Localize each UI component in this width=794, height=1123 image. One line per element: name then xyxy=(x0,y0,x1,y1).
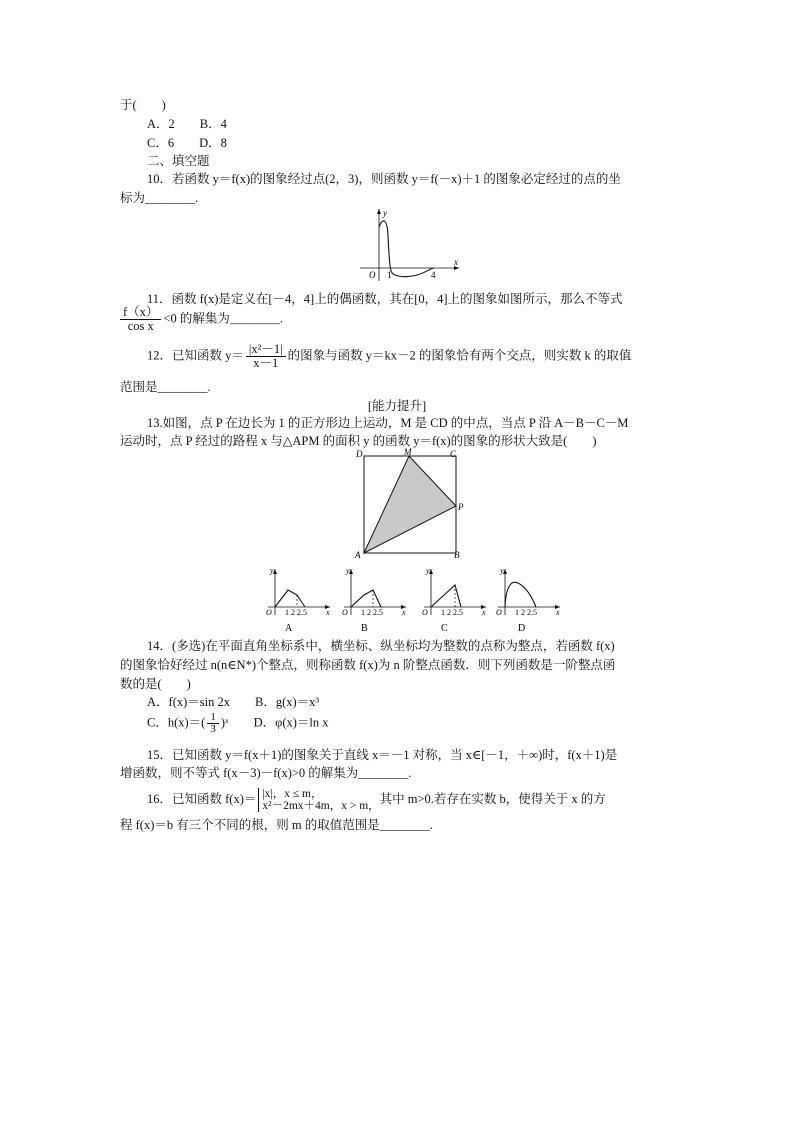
q13-line2: 运动时，点 P 经过的路程 x 与△APM 的面积 y 的函数 y＝f(x)的图象的形状大致是( ) xyxy=(120,434,597,448)
section-fill-blank: 二、填空题 xyxy=(147,154,210,168)
q11-origin: O xyxy=(369,270,376,280)
optD-ticks: 1 2 2.5 xyxy=(515,608,537,617)
q13-option-A-graph xyxy=(258,565,334,635)
q9-tail: 于( ) xyxy=(120,98,166,112)
q13-line1: 13.如图，点 P 在边长为 1 的正方形边上运动，M 是 CD 的中点，当点 P 沿 A－B－C－M xyxy=(147,416,629,430)
optA-x: x xyxy=(326,608,330,617)
label-A: A xyxy=(355,550,361,560)
q13-option-C-graph xyxy=(414,565,490,635)
q14-line3: 数的是( ) xyxy=(120,677,191,691)
q11-tick-4: 4 xyxy=(431,270,436,280)
q14-options-ab: A．f(x)＝sin 2x B．g(x)＝x³ xyxy=(147,695,320,709)
optA-O: O xyxy=(266,608,272,617)
optB-O: O xyxy=(342,608,348,617)
q16-case1: |x|，x ≤ m， xyxy=(262,788,323,800)
q11-x-label: x xyxy=(454,257,458,267)
q11-graph xyxy=(355,205,465,283)
optB-label: B xyxy=(361,623,368,634)
optD-label: D xyxy=(518,623,526,634)
optC-label: C xyxy=(441,623,448,634)
label-M: M xyxy=(404,448,412,457)
q14C-post: )ˣ D．φ(x)＝ln x xyxy=(220,715,329,730)
section-ability: [能力提升] xyxy=(367,399,427,413)
q12-line1 xyxy=(147,343,631,370)
optB-x: x xyxy=(402,608,406,617)
optC-x: x xyxy=(482,608,486,617)
q9-options-ab: A．2 B．4 xyxy=(147,117,227,131)
q10-line1: 10．若函数 y＝f(x)的图象经过点(2，3)，则函数 y＝f(－x)＋1 的图象必定经过的点的坐 xyxy=(147,172,621,186)
optB-ticks: 1 2 2.5 xyxy=(361,608,383,617)
q16-post: 其中 m>0.若存在实数 b，使得关于 x 的方 xyxy=(379,791,606,806)
optD-x: x xyxy=(556,608,560,617)
q9-options-cd: C．6 D．8 xyxy=(147,136,227,150)
q15-line2: 增函数，则不等式 f(x－3)－f(x)>0 的解集为________. xyxy=(120,766,412,780)
q13-option-B-graph xyxy=(334,565,410,635)
q14-options-cd xyxy=(147,712,329,735)
q16-line1 xyxy=(147,788,606,812)
optA-label: A xyxy=(285,623,293,634)
label-P: P xyxy=(458,502,464,512)
q12-pre: 12．已知函数 y＝ xyxy=(147,348,244,363)
q12-line2: 范围是________. xyxy=(120,380,211,394)
q15-line1: 15．已知函数 y＝f(x＋1)的图象关于直线 x＝－1 对称，当 x∈[－1，＋∞)时，f(x＋1)是 xyxy=(147,748,618,762)
q12-post: 的图象与函数 y＝kx－2 的图象恰有两个交点，则实数 k 的取值 xyxy=(287,348,632,363)
q13-option-D-graph xyxy=(488,565,564,635)
q13-square-figure xyxy=(350,448,470,560)
optC-ticks: 1 2 2.5 xyxy=(441,608,463,617)
q12-frac-den: x－1 xyxy=(253,356,279,370)
q14C-num: 1 xyxy=(207,712,219,724)
optA-y: y xyxy=(270,566,274,575)
q16-case2: x²－2mx＋4m，x > m， xyxy=(262,800,380,812)
optA-ticks: 1 2 2.5 xyxy=(285,608,307,617)
q11-frac-num: f（x） xyxy=(120,306,161,320)
q16-line2: 程 f(x)＝b 有三个不同的根，则 m 的取值范围是________. xyxy=(120,818,433,832)
q14-line2: 的图象恰好经过 n(n∈N*)个整点，则称函数 f(x)为 n 阶整点函数．则下列函数是一阶整点函 xyxy=(120,658,616,672)
q11-frac-den: cos x xyxy=(127,319,154,333)
optB-y: y xyxy=(346,566,350,575)
q16-pre: 16．已知函数 f(x)＝ xyxy=(147,791,257,806)
q12-frac-num: |x²－1| xyxy=(246,343,286,357)
q11-tick-1: 1 xyxy=(387,270,392,280)
optC-O: O xyxy=(422,608,428,617)
optD-O: O xyxy=(496,608,502,617)
label-B: B xyxy=(454,550,460,560)
q14C-pre: C．h(x)＝( xyxy=(147,715,206,730)
q11-y-label: y xyxy=(383,208,387,218)
label-C: C xyxy=(450,449,457,459)
q11-line2 xyxy=(120,306,283,333)
q14C-den: 3 xyxy=(210,723,216,735)
label-D: D xyxy=(356,449,363,459)
q11-tail: <0 的解集为________. xyxy=(163,311,283,326)
q10-line2: 标为________. xyxy=(120,191,199,205)
q11-line1: 11．函数 f(x)是定义在[－4，4]上的偶函数，其在[0，4]上的图象如图所示，那么不等式 xyxy=(147,292,623,306)
q14-line1: 14．(多选)在平面直角坐标系中，横坐标、纵坐标均为整数的点称为整点，若函数 f(x) xyxy=(147,639,615,653)
optC-y: y xyxy=(426,566,430,575)
optD-y: y xyxy=(500,566,504,575)
